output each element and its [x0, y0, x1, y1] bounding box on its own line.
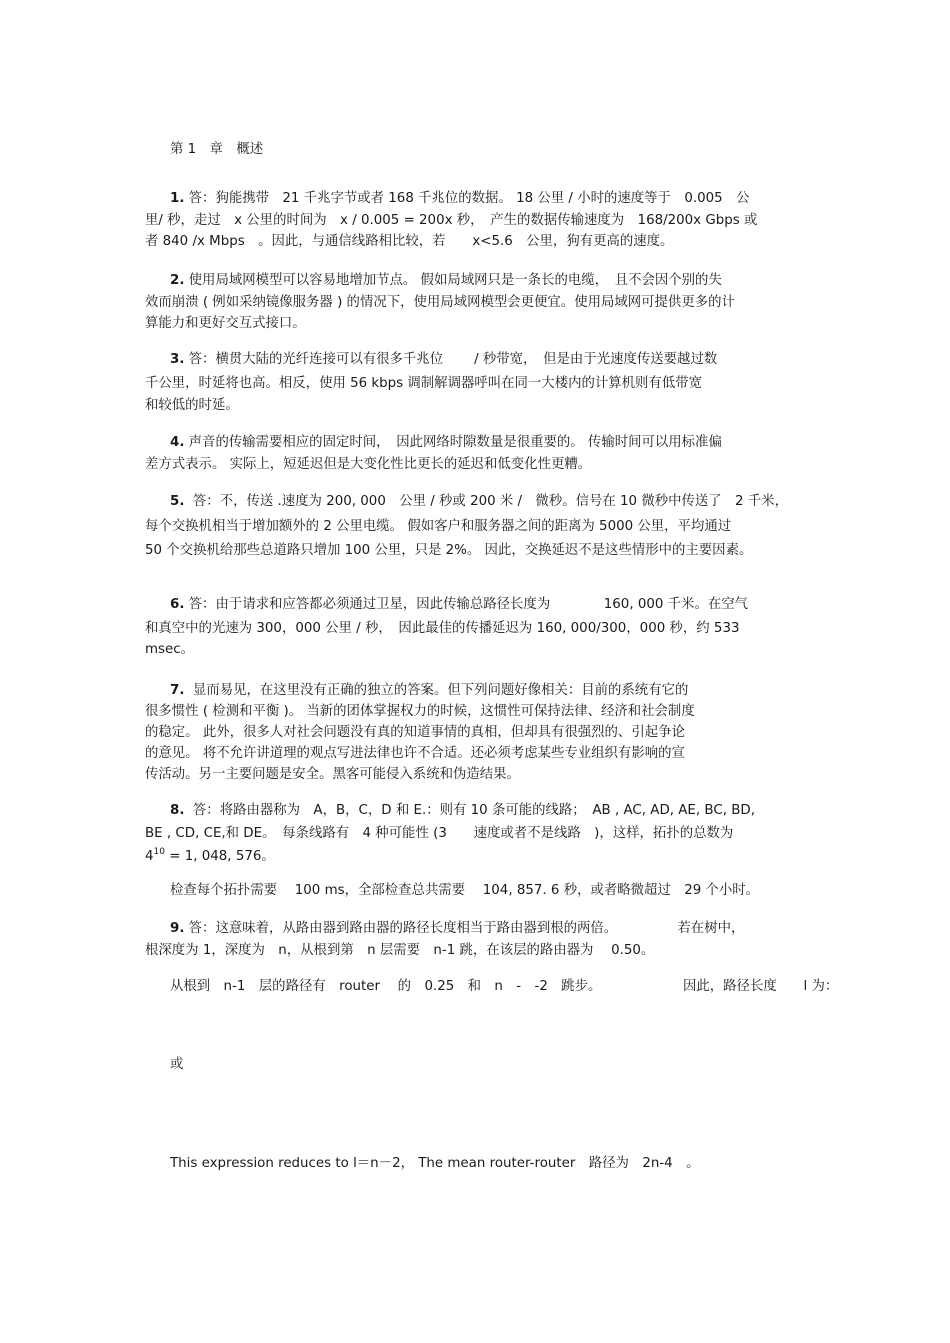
answer-line: 里/ 秒，走过 x 公里的时间为 x / 0.005 = 200x 秒， 产生的数据传输速度为 168/200x Gbps 或	[145, 213, 758, 228]
answer-line: 千公里，时延将也高。相反，使用 56 kbps 调制解调器呼叫在同一大楼内的计算机则有低带宽	[145, 376, 702, 391]
answer-text: 使用局域网模型可以容易地增加节点。 假如局域网只是一条长的电缆， 且不会因个别的失	[184, 273, 722, 288]
answer-line: 效而崩溃 ( 例如采纳镜像服务器 ) 的情况下，使用局域网模型会更便宜。使用局域网可提供更多的计	[145, 295, 735, 310]
answer-line: 每个交换机相当于增加额外的 2 公里电缆。 假如客户和服务器之间的距离为 5000 公里，平均通过	[145, 519, 732, 534]
answer-text: 答：将路由器称为 A，B，C，D 和 E.：则有 10 条可能的线路； AB , AC, AD, AE, BC, BD,	[184, 803, 755, 818]
or-label: 或	[170, 1057, 184, 1072]
power-exponent: 10	[153, 846, 165, 857]
answer-line: 的意见。 将不允许讲道理的观点写进法律也许不合适。还必须考虑某些专业组织有影响的宣	[145, 746, 685, 761]
answer-line: 根深度为 1，深度为 n，从根到第 n 层需要 n-1 跳，在该层的路由器为 0.50。	[145, 943, 655, 958]
answer-line: 检查每个拓扑需要 100 ms，全部检查总共需要 104, 857. 6 秒，或者略微超过 29 个小时。	[170, 883, 760, 898]
answer-line: 50 个交换机给那些总道路只增加 100 公里，只是 2%。 因此，交换延迟不是这些情形中的主要因素。	[145, 543, 753, 558]
answer-line: 传活动。另一主要问题是安全。黑客可能侵入系统和伪造结果。	[145, 767, 520, 782]
power-base: 4	[145, 849, 154, 864]
answer-line: 很多惯性 ( 检测和平衡 )。 当新的团体掌握权力的时候，这惯性可保持法律、经济和社会制度	[145, 704, 695, 719]
final-statement: This expression reduces to l＝n－2， The mean router-router 路径为 2n-4 。	[170, 1156, 700, 1171]
chapter-title: 第 1 章 概述	[170, 142, 264, 157]
topology-count	[145, 846, 275, 865]
answer-line: 因此，路径长度 l 为：	[683, 979, 839, 994]
answer-line: 算能力和更好交互式接口。	[145, 316, 306, 331]
answer-text: 显而易见，在这里没有正确的独立的答案。但下列问题好像相关：目前的系统有它的	[184, 683, 689, 698]
answer-line	[170, 683, 688, 699]
answer-line	[170, 273, 722, 289]
answer-line: 者 840 /x Mbps 。因此，与通信线路相比较，若 x<5.6 公里，狗有更高的速度。	[145, 234, 674, 249]
answer-line: 的稳定。 此外，很多人对社会问题没有真的知道事情的真相，但却具有很强烈的、引起争论	[145, 725, 685, 740]
answer-line: BE , CD, CE,和 DE。 每条线路有 4 种可能性 (3 速度或者不是线路 )，这样，拓扑的总数为	[145, 826, 734, 841]
answer-line	[170, 921, 744, 937]
answer-text: 答：不，传送 .速度为 200, 000 公里 / 秒或 200 米 / 微秒。信号在 10 微秒中传送了 2 千米，	[184, 494, 789, 509]
answer-text: 声音的传输需要相应的固定时间， 因此网络时隙数量是很重要的。 传输时间可以用标准偏	[184, 435, 722, 450]
answer-line: 从根到 n-1 层的路径有 router 的 0.25 和 n - -2 跳步。	[170, 979, 602, 994]
answer-text: 答：这意味着，从路由器到路由器的路径长度相当于路由器到根的两倍。 若在树中，	[184, 921, 745, 936]
answer-line: msec。	[145, 642, 195, 657]
answer-number: 9.	[170, 921, 185, 936]
answer-number: 8.	[170, 803, 185, 818]
answer-number: 7.	[170, 683, 185, 698]
answer-number: 4.	[170, 435, 185, 450]
answer-number: 2.	[170, 273, 185, 288]
answer-line	[170, 494, 788, 510]
answer-text: 答：横贯大陆的光纤连接可以有很多千兆位 / 秒带宽， 但是由于光速度传送要越过数	[184, 352, 718, 367]
answer-line: 和较低的时延。	[145, 398, 239, 413]
answer-line	[170, 435, 722, 451]
answer-text: 答：狗能携带 21 千兆字节或者 168 千兆位的数据。 18 公里 / 小时的速度等于 0.005 公	[184, 191, 750, 206]
answer-number: 6.	[170, 597, 185, 612]
answer-line	[170, 597, 748, 613]
answer-line	[170, 352, 717, 368]
answer-line	[170, 191, 749, 207]
answer-number: 3.	[170, 352, 185, 367]
answer-number: 5.	[170, 494, 185, 509]
answer-text: 答：由于请求和应答都必须通过卫星，因此传输总路径长度为 160, 000 千米。在空气	[184, 597, 748, 612]
answer-line	[170, 803, 755, 819]
answer-line: 差方式表示。 实际上，短延迟但是大变化性比更长的延迟和低变化性更糟。	[145, 457, 592, 472]
power-result: = 1, 048, 576。	[164, 849, 275, 864]
answer-line: 和真空中的光速为 300，000 公里 / 秒， 因此最佳的传播延迟为 160, 000/300，000 秒，约 533	[145, 621, 740, 636]
answer-number: 1.	[170, 191, 185, 206]
